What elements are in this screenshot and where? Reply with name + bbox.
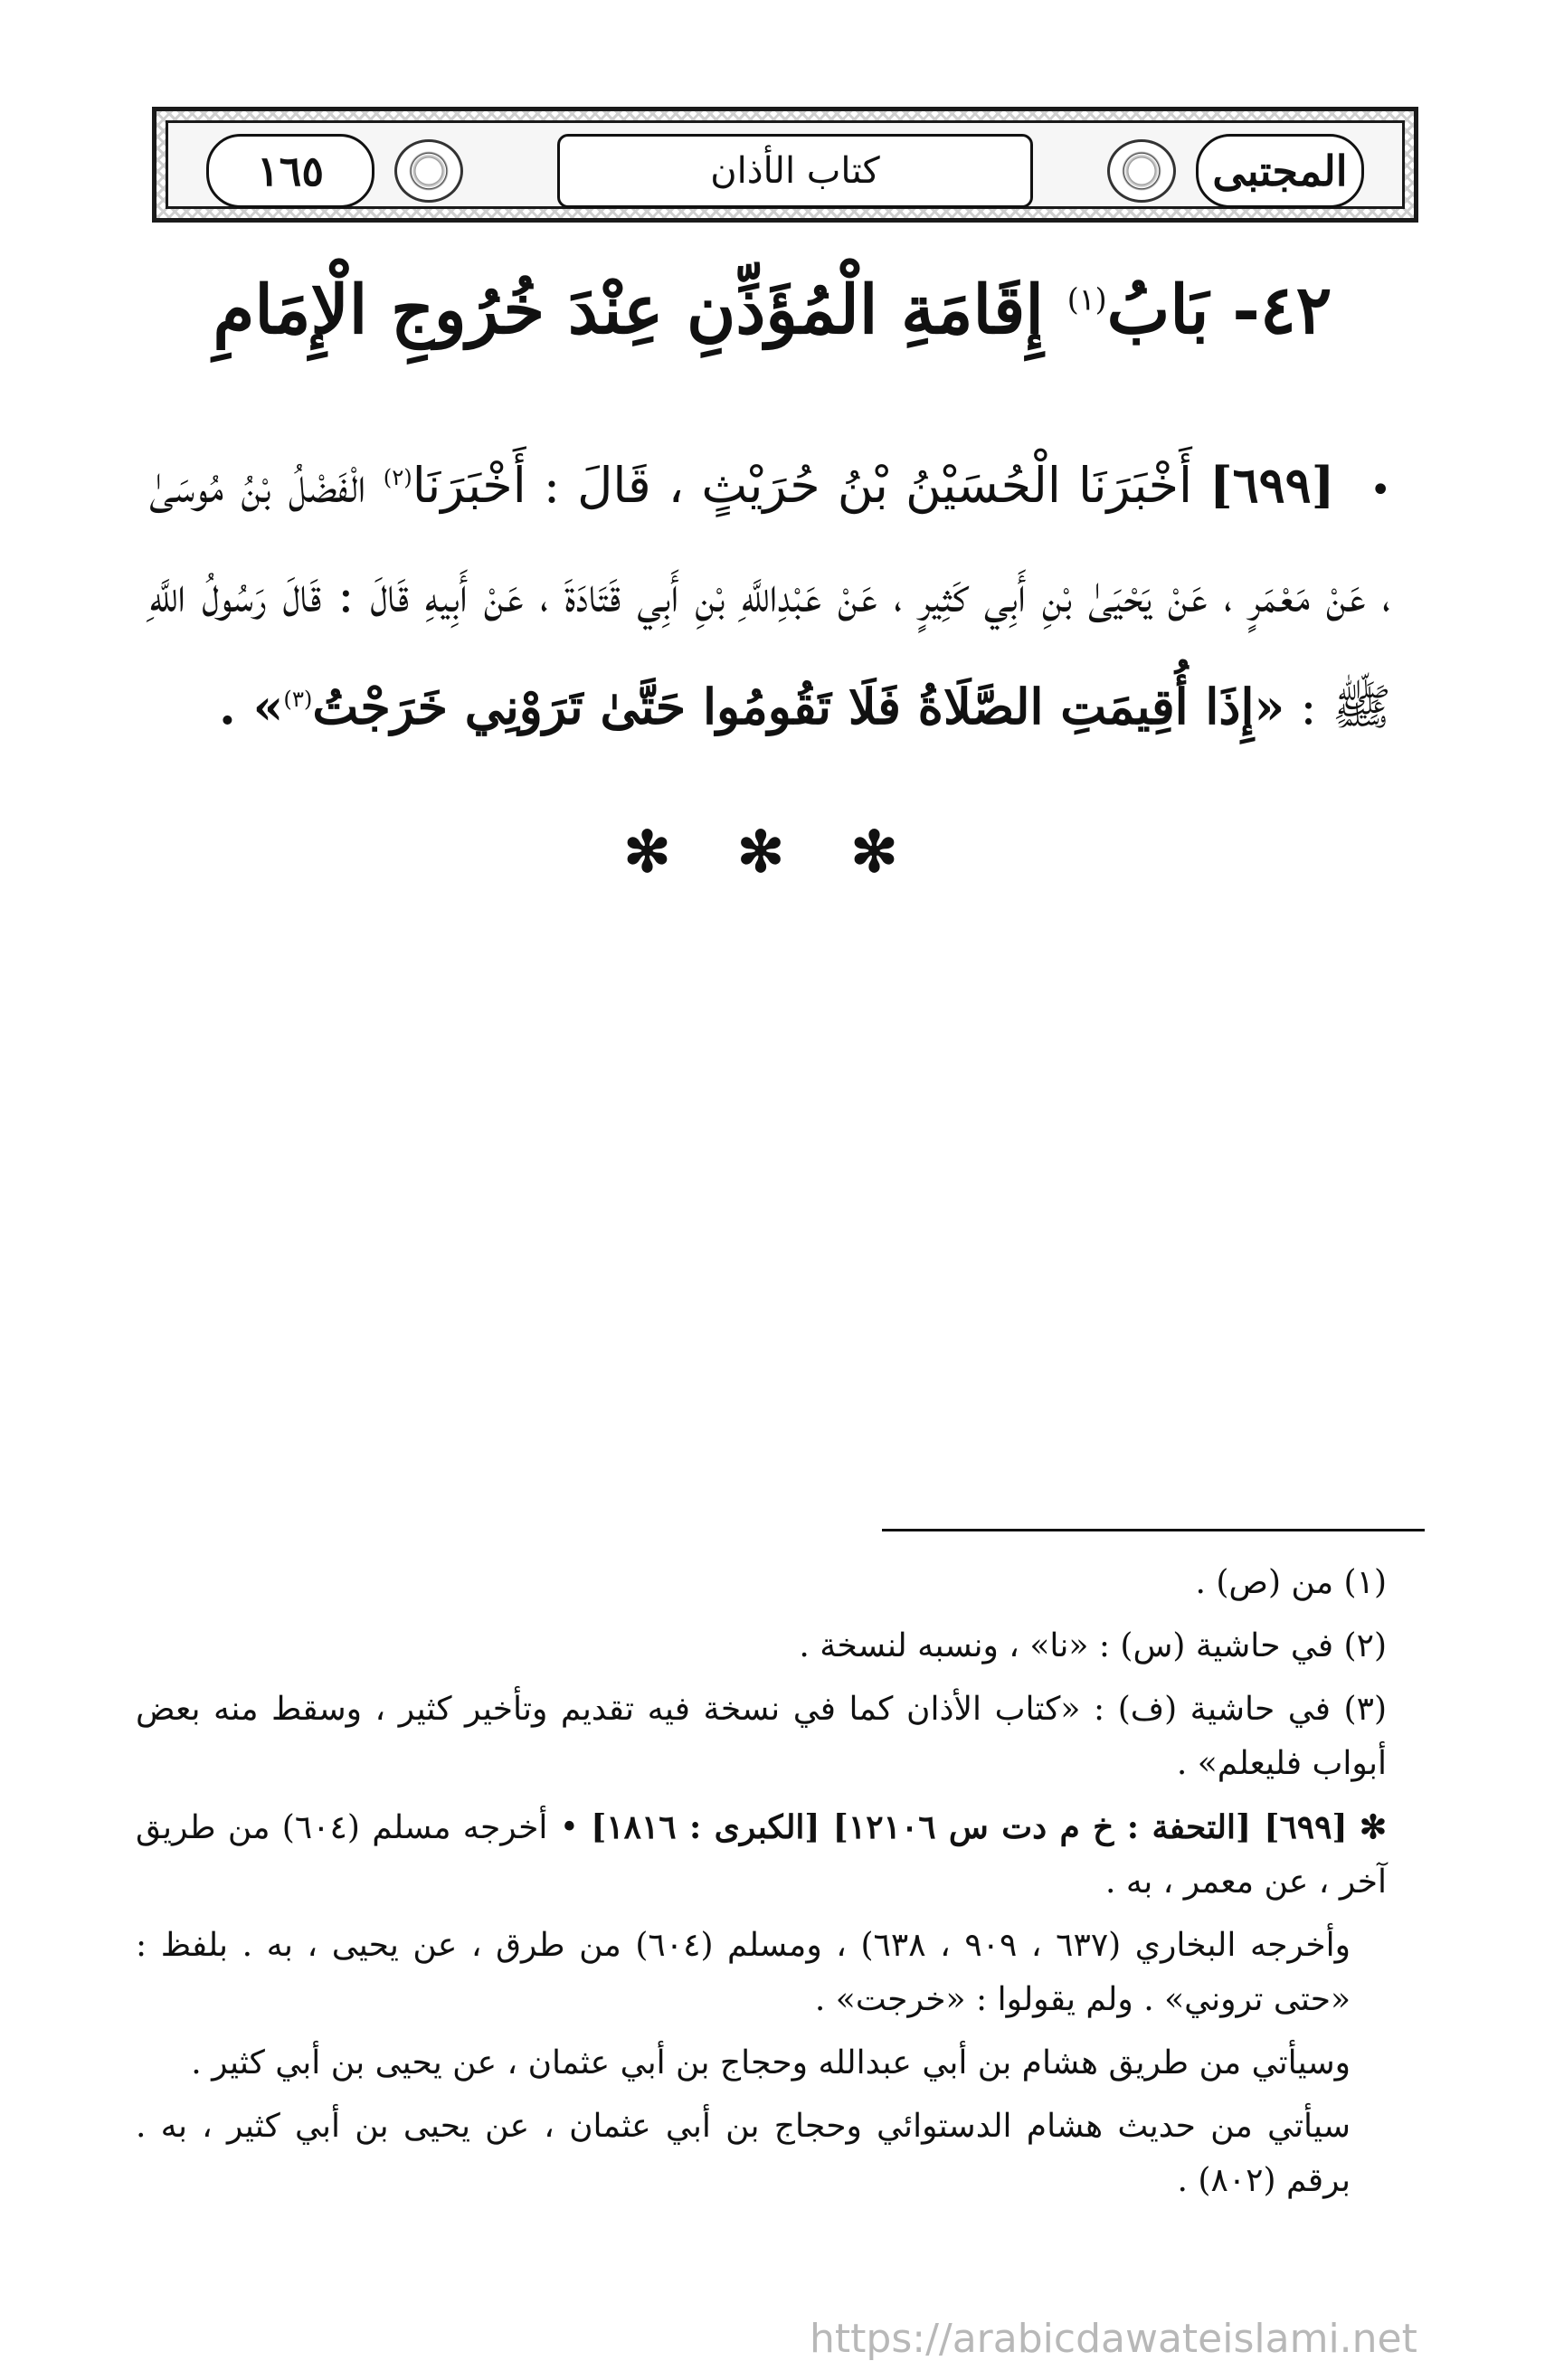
footnote: (٢) في حاشية (س) : «نا» ، ونسبه لنسخة . xyxy=(799,1627,1387,1664)
hadith-text xyxy=(149,425,1391,759)
ornament-knot-icon xyxy=(1107,139,1176,203)
chapter-title: إِقَامَةِ الْمُؤَذِّنِ عِنْدَ خُرُوجِ الْإِمَامِ xyxy=(213,271,1044,349)
page-header-frame xyxy=(152,107,1418,223)
header-inner-border xyxy=(166,120,1405,209)
takhrij-marker-icon: ✻ xyxy=(1359,1808,1387,1846)
hadith-matn: «إِذَا أُقِيمَتِ الصَّلَاةُ فَلَا تَقُومُوا حَتَّىٰ تَرَوْنِي خَرَجْتُ xyxy=(312,678,1285,735)
watermark-url: https://arabicdawateislami.net xyxy=(810,2316,1417,2362)
footnote-ref: (٣) xyxy=(283,686,313,712)
takhrij-line: • أخرجه مسلم (٦٠٤) من طريق آخر ، عن معمر ، به . xyxy=(136,1809,1387,1901)
takhrij-line: سيأتي من حديث هشام الدستوائي وحجاج بن أبي عثمان ، عن يحيى بن أبي كثير ، به . برقم (٨٠٢) . xyxy=(136,2108,1351,2199)
footnote-ref: (٢) xyxy=(383,464,412,490)
footnote: (١) من (ص) . xyxy=(1195,1564,1387,1601)
footnote-ref: (١) xyxy=(1066,281,1107,318)
takhrij-line: وأخرجه البخاري (٦٣٧ ، ٩٠٩ ، ٦٣٨) ، ومسلم (٦٠٤) من طرق ، عن يحيى ، به . بلفظ : «حتى تروني» . ولم يقولوا : «خرجت» . xyxy=(136,1927,1351,2018)
takhrij-line: وسيأتي من طريق هشام بن أبي عبدالله وحجاج بن أبي عثمان ، عن يحيى بن أبي كثير . xyxy=(191,2044,1351,2081)
isnad-part-1: أَخْبَرَنَا الْحُسَيْنُ بْنُ حُرَيْثٍ ، قَالَ : أَخْبَرَنَا xyxy=(412,457,1192,514)
footnote: (٣) في حاشية (ف) : «كتاب الأذان كما في نسخة فيه تقديم وتأخير كثير ، وسقط منه بعض أبواب فليعلم» . xyxy=(136,1691,1387,1782)
page-number: ١٦٥ xyxy=(256,147,325,195)
footnote-divider xyxy=(882,1529,1425,1531)
footnotes xyxy=(136,1556,1387,2217)
chapter-word: بَابُ xyxy=(1106,271,1209,349)
isnad-part-2: الْفَضْلُ بْنُ مُوسَىٰ ، عَنْ مَعْمَرٍ ، عَنْ يَحْيَىٰ بْنِ أَبِي كَثِيرٍ ، عَنْ عَبْدِاللَّهِ بْنِ أَبِي قَتَادَةَ ، عَنْ أَبِيهِ قَالَ : قَالَ رَسُولُ اللَّهِ ﷺ : xyxy=(149,457,1391,735)
takhrij-ref: [٦٩٩] [التحفة : خ م دت س ١٢١٠٦] [الكبرى : ١٨١٦] xyxy=(591,1808,1348,1846)
running-title: كتاب الأذان xyxy=(710,150,880,192)
hadith-matn-end: » . xyxy=(218,678,284,735)
section-separator: ✻ ✻ ✻ xyxy=(623,819,922,885)
page-number-cartouche xyxy=(206,134,374,208)
book-logo: المجتبى xyxy=(1212,147,1348,195)
takhrij-entry xyxy=(136,1800,1387,1910)
hadith-number: [٦٩٩] xyxy=(1209,456,1335,514)
ornament-knot-icon xyxy=(394,139,463,203)
bullet-icon: • xyxy=(1370,469,1391,511)
chapter-title-cartouche xyxy=(557,134,1033,208)
chapter-number: ٤٢- xyxy=(1232,271,1332,349)
book-logo-cartouche xyxy=(1196,134,1364,208)
chapter-heading xyxy=(163,271,1382,371)
